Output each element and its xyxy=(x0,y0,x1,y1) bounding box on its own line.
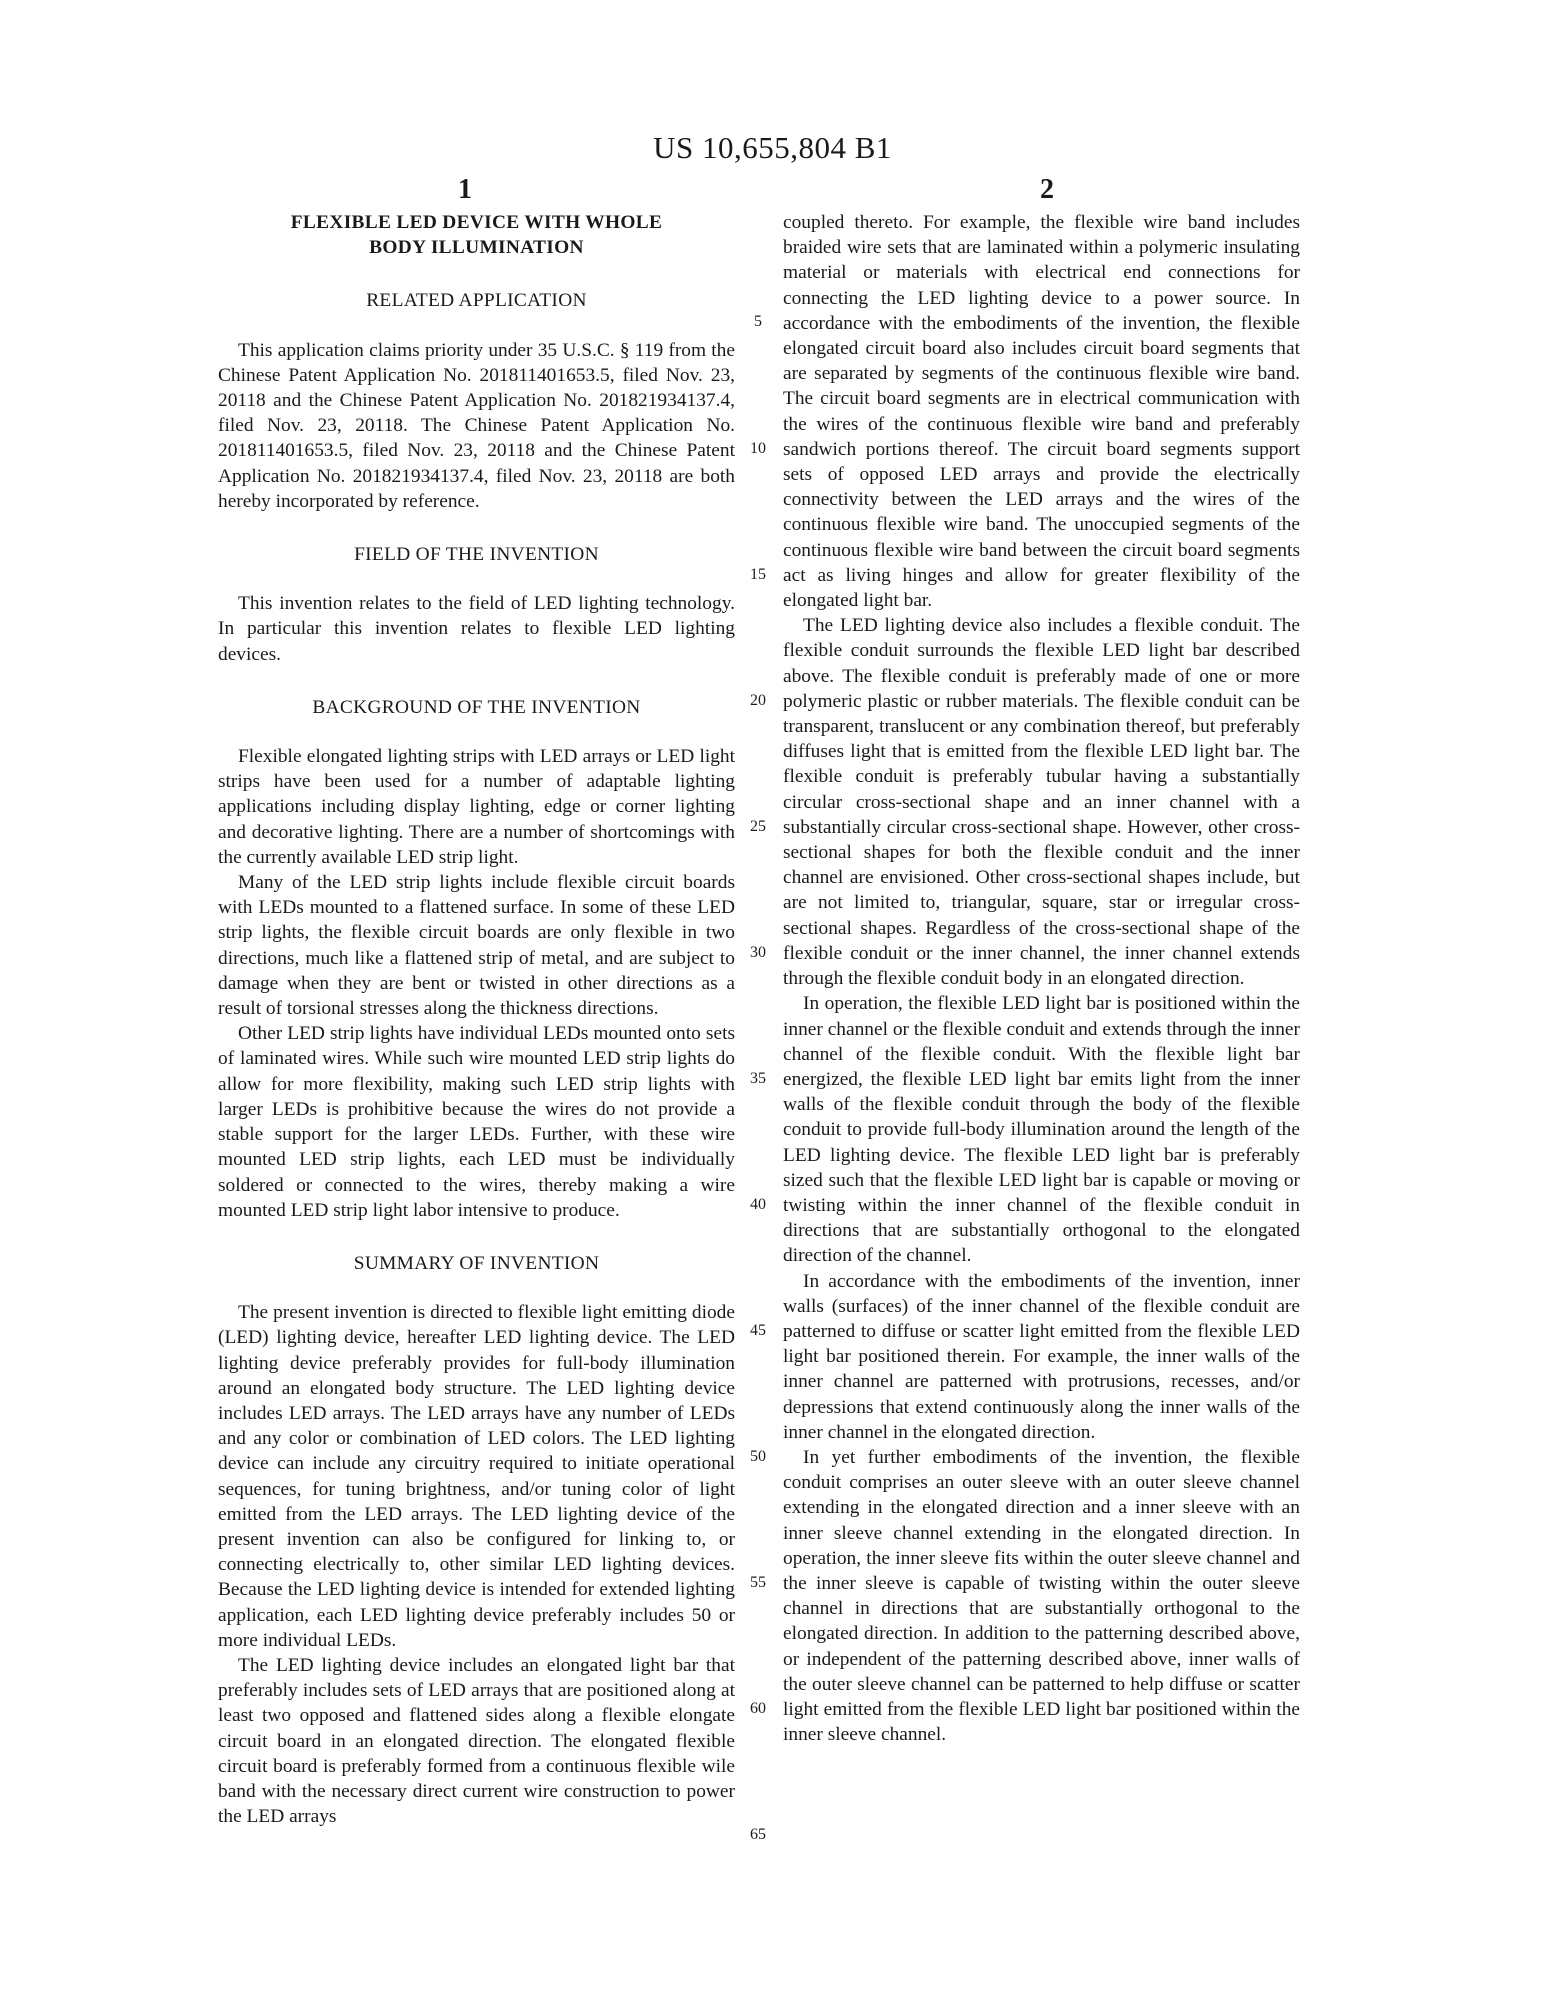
line-number: 65 xyxy=(750,1826,766,1843)
patent-title-line-1: FLEXIBLE LED DEVICE WITH WHOLE xyxy=(290,212,663,233)
line-number: 30 xyxy=(750,944,766,961)
background-paragraph-3: Other LED strip lights have individual LEDs mounted onto sets of laminated wires. While such wire mounted LED strip lights do allow for more flexibility, making such LED strip lights with larger LEDs is prohibitive because the wires do not provide a stable support for the larger LEDs. Further, with these wire mounted LED strip lights, each LED must be individually soldered or connected to the wires, thereby making a wire mounted LED strip light labor intensive to produce. xyxy=(218,1023,735,1221)
related-application-paragraph: This application claims priority under 35 U.S.C. § 119 from the Chinese Patent Application No. 201811401653.5, filed Nov. 23, 20118 and the Chinese Patent Application No. 201821934137.4, filed Nov. 23, 20118. The Chinese Patent Application No. 201811401653.5, filed Nov. 23, 20118 and the Chinese Patent Application No. 201821934137.4, filed Nov. 23, 20118 are both hereby incorporated by reference. xyxy=(218,339,735,512)
right-paragraph-4: In accordance with the embodiments of the invention, inner walls (surfaces) of the inner channel of the flexible conduit are patterned to diffuse or scatter light emitted from the flexible LED light bar positioned therein. For example, the inner walls of the inner channel are patterned with protrusions, recesses, and/or depressions that extend continuously along the inner walls of the inner channel in the elongated direction. xyxy=(783,1270,1300,1443)
line-number: 35 xyxy=(750,1070,766,1087)
field-heading: FIELD OF THE INVENTION xyxy=(354,544,599,566)
summary-paragraph-1: The present invention is directed to flexible light emitting diode (LED) lighting device, hereafter LED lighting device. The LED lighting device preferably provides for full-body illumination around an elongated body structure. The LED lighting device includes LED arrays. The LED arrays have any number of LEDs and any color or combination of LED colors. The LED lighting device can include any circuitry required to initiate operational sequences, for tuning brightness, and/or tuning color of light emitted from the LED arrays. The LED lighting device of the present invention can also be configured for linking to, or connecting electrically to, other similar LED lighting devices. Because the LED lighting device is intended for extended lighting application, each LED lighting device preferably includes 50 or more individual LEDs. xyxy=(218,1302,735,1651)
patent-title xyxy=(218,210,735,260)
patent-number-header: US 10,655,804 B1 xyxy=(653,130,892,165)
line-number: 60 xyxy=(750,1700,766,1717)
left-column xyxy=(218,210,735,1829)
line-number: 45 xyxy=(750,1322,766,1339)
line-number: 40 xyxy=(750,1196,766,1213)
right-paragraph-1: coupled thereto. For example, the flexible wire band includes braided wire sets that are laminated within a polymeric insulating material or materials with electrical end connections for connecting the LED lighting device to a power source. In accordance with the embodiments of the invention, the flexible elongated circuit board also includes circuit board segments that are separated by segments of the continuous flexible wire band. The circuit board segments are in electrical communication with the wires of the continuous flexible wire band and preferably sandwich portions thereof. The circuit board segments support sets of opposed LED arrays and provide the electrically connectivity between the LED arrays and the wires of the continuous flexible wire band. The unoccupied segments of the continuous flexible wire band between the circuit board segments act as living hinges and allow for greater flexibility of the elongated light bar. xyxy=(783,212,1300,612)
related-application-heading: RELATED APPLICATION xyxy=(366,290,587,312)
background-paragraph-2: Many of the LED strip lights include flexible circuit boards with LEDs mounted to a flattened surface. In some of these LED strip lights, the flexible circuit boards are only flexible in two directions, much like a flattened strip of metal, and are subject to damage when they are bent or twisted in other directions as a result of torsional stresses along the thickness directions. xyxy=(218,872,735,1020)
patent-title-line-2: BODY ILLUMINATION xyxy=(369,237,584,259)
background-heading: BACKGROUND OF THE INVENTION xyxy=(312,696,641,718)
field-paragraph: This invention relates to the field of LED lighting technology. In particular this invention relates to flexible LED lighting devices. xyxy=(218,593,735,665)
summary-paragraph-2: The LED lighting device includes an elongated light bar that preferably includes sets of LED arrays that are positioned along at least two opposed and flattened sides along a flexible elongate circuit board in an elongated direction. The elongated flexible circuit board is preferably formed from a continuous flexible wile band with the necessary direct current wire construction to power the LED arrays xyxy=(218,1654,735,1828)
right-column xyxy=(783,210,1300,1747)
column-number-left: 1 xyxy=(458,174,472,205)
line-number: 10 xyxy=(750,440,766,457)
right-paragraph-3: In operation, the flexible LED light bar is positioned within the inner channel or the flexible conduit and extends through the inner channel of the flexible conduit. With the flexible light bar energized, the flexible LED light bar emits light from the inner walls of the flexible conduit through the body of the flexible conduit to provide full-body illumination around the length of the LED lighting device. The flexible LED light bar is preferably sized such that the flexible LED light bar is capable or moving or twisting within the inner channel of the flexible conduit in directions that are substantially orthogonal to the elongated direction of the channel. xyxy=(783,993,1300,1267)
right-paragraph-5: In yet further embodiments of the invention, the flexible conduit comprises an outer sleeve with an outer sleeve channel extending in the elongated direction and a inner sleeve with an inner sleeve channel extending in the elongated direction. In operation, the inner sleeve fits within the outer sleeve channel and the inner sleeve is capable of twisting within the outer sleeve channel in directions that are substantially orthogonal to the elongated direction. In addition to the patterning described above, or independent of the patterning described above, inner walls of the outer sleeve channel can be patterned to help diffuse or scatter light emitted from the flexible LED light bar positioned within the inner sleeve channel. xyxy=(783,1446,1300,1746)
summary-heading: SUMMARY OF INVENTION xyxy=(353,1252,600,1274)
line-number: 20 xyxy=(750,692,766,709)
line-number: 15 xyxy=(750,566,766,583)
background-paragraph-1: Flexible elongated lighting strips with LED arrays or LED light strips have been used for a number of adaptable lighting applications including display lighting, edge or corner lighting and decorative lighting. There are a number of shortcomings with the currently available LED strip light. xyxy=(218,746,735,868)
line-number: 5 xyxy=(754,313,762,330)
line-number: 55 xyxy=(750,1574,766,1591)
line-number: 50 xyxy=(750,1448,766,1465)
right-paragraph-2: The LED lighting device also includes a flexible conduit. The flexible conduit surrounds the flexible LED light bar described above. The flexible conduit is preferably made of one or more polymeric plastic or rubber materials. The flexible conduit can be transparent, translucent or any combination thereof, but preferably diffuses light that is emitted from the flexible LED light bar. The flexible conduit is preferably tubular having a substantially circular cross-sectional shape and an inner channel with a substantially circular cross-sectional shape. However, other cross-sectional shapes for both the flexible conduit and the inner channel are envisioned. Other cross-sectional shapes include, but are not limited to, triangular, square, star or irregular cross-sectional shapes. Regardless of the cross-sectional shape of the flexible conduit or the inner channel, the inner channel extends through the flexible conduit body in an elongated direction. xyxy=(783,615,1300,990)
line-number: 25 xyxy=(750,818,766,835)
column-number-right: 2 xyxy=(1040,174,1054,205)
